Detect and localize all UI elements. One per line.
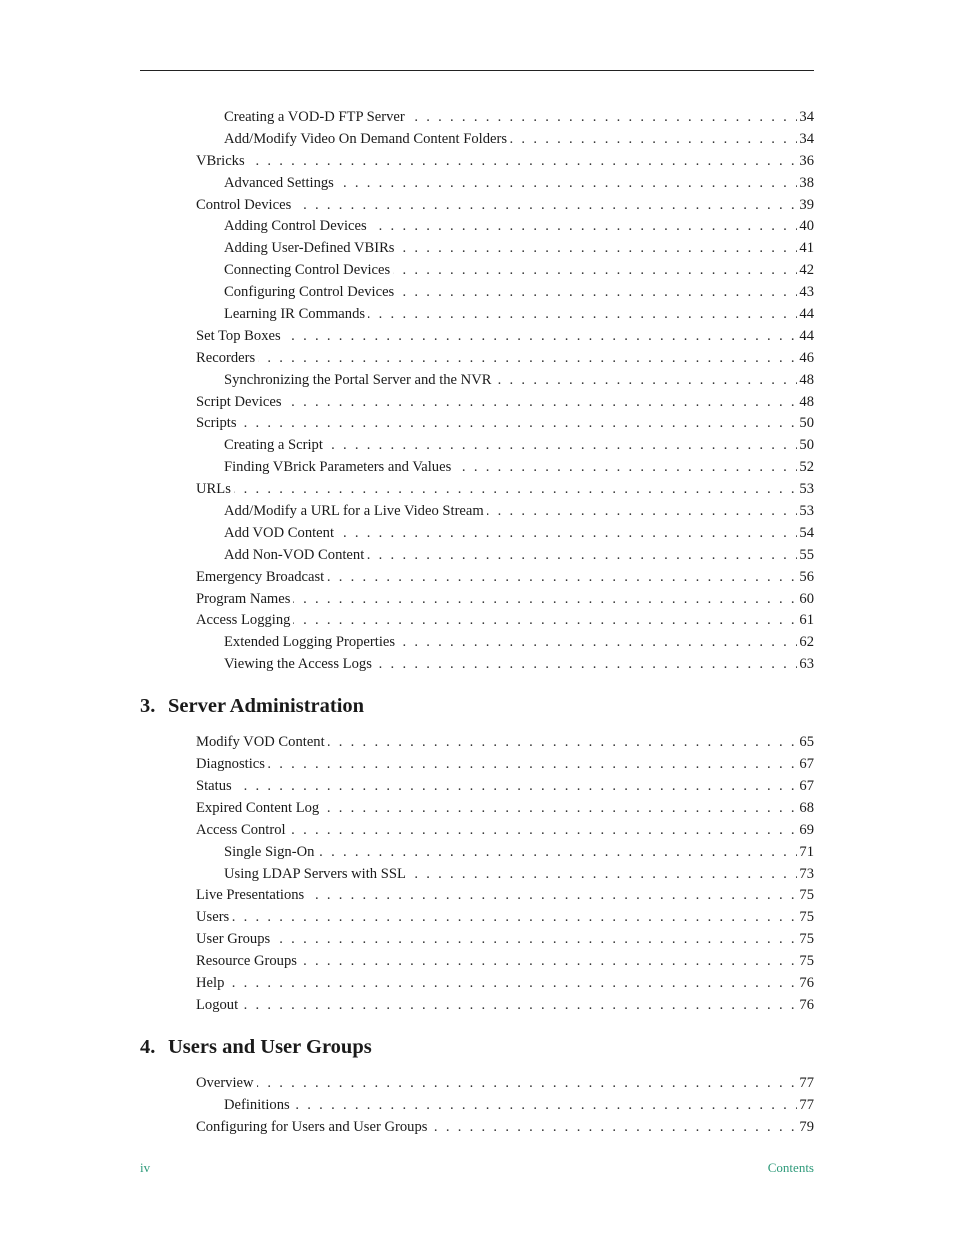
toc-entry-title: Emergency Broadcast xyxy=(196,569,327,585)
toc-entry[interactable] xyxy=(196,1073,814,1095)
toc-entry[interactable] xyxy=(196,973,814,995)
toc-entry[interactable] xyxy=(196,479,814,501)
toc-entry-title: Add Non-VOD Content xyxy=(224,547,367,563)
toc-entry-page: 50 xyxy=(797,435,814,457)
chapter-heading[interactable] xyxy=(140,690,814,722)
toc-entry[interactable] xyxy=(196,798,814,820)
toc-entry[interactable] xyxy=(224,654,814,676)
toc-entry[interactable] xyxy=(224,238,814,260)
toc-entry[interactable] xyxy=(196,929,814,951)
toc-entry-page: 54 xyxy=(797,523,814,545)
toc-entry-page: 41 xyxy=(797,238,814,260)
toc-entry[interactable] xyxy=(196,820,814,842)
footer-section-name: Contents xyxy=(767,1160,814,1175)
toc-entry[interactable] xyxy=(224,129,814,151)
toc-entry-title: Add/Modify a URL for a Live Video Stream xyxy=(224,503,487,519)
toc-entry-title: Modify VOD Content xyxy=(196,734,328,750)
footer-page-number: iv xyxy=(140,1160,151,1175)
toc-entry[interactable] xyxy=(224,523,814,545)
toc-entry[interactable] xyxy=(196,907,814,929)
toc-entry[interactable] xyxy=(224,260,814,282)
toc-entry-page: 75 xyxy=(797,929,814,951)
toc-entry[interactable] xyxy=(196,326,814,348)
toc-entry[interactable] xyxy=(224,842,814,864)
toc-entry-title: Live Presentations xyxy=(196,887,307,903)
toc-entry-page: 65 xyxy=(797,732,814,754)
toc-entry-title: Creating a VOD-D FTP Server xyxy=(224,109,408,125)
toc-entry-page: 76 xyxy=(797,973,814,995)
toc-entry[interactable] xyxy=(196,567,814,589)
toc-entry[interactable] xyxy=(196,392,814,414)
chapter-number: 4. xyxy=(140,1035,156,1058)
toc-entry-title: Diagnostics xyxy=(196,756,268,772)
toc-entry-page: 40 xyxy=(797,216,814,238)
toc-entry[interactable] xyxy=(224,457,814,479)
toc-entry[interactable] xyxy=(224,282,814,304)
toc-entry-title: Single Sign-On xyxy=(224,844,317,860)
toc-entry-title: Synchronizing the Portal Server and the NVR xyxy=(224,372,495,388)
toc-entry-title: Learning IR Commands xyxy=(224,306,368,322)
toc-entry-page: 75 xyxy=(797,951,814,973)
toc-entry-title: Program Names xyxy=(196,591,293,607)
toc-entry[interactable] xyxy=(196,151,814,173)
toc-entry-title: Creating a Script xyxy=(224,437,326,453)
toc-entry-title: Finding VBrick Parameters and Values xyxy=(224,459,454,475)
toc-entry[interactable] xyxy=(224,545,814,567)
toc-entry-title: Users xyxy=(196,909,232,925)
toc-entry-page: 76 xyxy=(797,995,814,1017)
toc-entry[interactable] xyxy=(224,107,814,129)
toc-entry-title: Status xyxy=(196,778,235,794)
toc-entry-page: 36 xyxy=(797,151,814,173)
toc-entry-page: 67 xyxy=(797,776,814,798)
toc-entry-title: Advanced Settings xyxy=(224,175,337,191)
toc-entry[interactable] xyxy=(196,951,814,973)
toc-entry-page: 34 xyxy=(797,107,814,129)
toc-entry-page: 62 xyxy=(797,632,814,654)
toc-entry-page: 39 xyxy=(797,195,814,217)
toc-entry-page: 46 xyxy=(797,348,814,370)
toc-entry-title: Using LDAP Servers with SSL xyxy=(224,866,409,882)
toc-entry-title: Adding Control Devices xyxy=(224,218,370,234)
toc-entry-page: 44 xyxy=(797,326,814,348)
toc-entry[interactable] xyxy=(224,370,814,392)
toc-entry-title: Scripts xyxy=(196,415,240,431)
toc-entry-page: 75 xyxy=(797,885,814,907)
toc-entry-page: 77 xyxy=(797,1095,814,1117)
toc-entry-title: VBricks xyxy=(196,153,248,169)
toc-entry-title: Logout xyxy=(196,997,241,1013)
toc-entry[interactable] xyxy=(224,435,814,457)
toc-entry-page: 53 xyxy=(797,479,814,501)
header-rule xyxy=(140,70,814,71)
toc-entry-title: Adding User-Defined VBIRs xyxy=(224,240,398,256)
toc-entry-page: 75 xyxy=(797,907,814,929)
toc-entry-page: 48 xyxy=(797,392,814,414)
toc-entry-title: Extended Logging Properties xyxy=(224,634,398,650)
toc-entry-title: Add VOD Content xyxy=(224,525,337,541)
chapter-title: Users and User Groups xyxy=(168,1035,372,1058)
toc-entry-page: 53 xyxy=(797,501,814,523)
toc-entry-page: 48 xyxy=(797,370,814,392)
toc-entry-page: 63 xyxy=(797,654,814,676)
toc-entry[interactable] xyxy=(224,501,814,523)
toc-entry-page: 38 xyxy=(797,173,814,195)
toc-entry[interactable] xyxy=(196,995,814,1017)
toc-entry-title: Script Devices xyxy=(196,394,285,410)
toc-entry-page: 79 xyxy=(797,1117,814,1139)
toc-entry-page: 56 xyxy=(797,567,814,589)
toc-entry[interactable] xyxy=(196,1117,814,1139)
toc-entry-title: Expired Content Log xyxy=(196,800,322,816)
toc-entry[interactable] xyxy=(224,304,814,326)
chapter-title: Server Administration xyxy=(168,695,365,718)
toc-entry[interactable] xyxy=(196,589,814,611)
toc-entry[interactable] xyxy=(196,413,814,435)
toc-entry[interactable] xyxy=(224,216,814,238)
toc-entry-page: 67 xyxy=(797,754,814,776)
table-of-contents xyxy=(140,107,814,1138)
toc-entry-page: 61 xyxy=(797,610,814,632)
toc-entry-page: 55 xyxy=(797,545,814,567)
toc-entry-page: 43 xyxy=(797,282,814,304)
toc-entry-page: 60 xyxy=(797,589,814,611)
toc-entry[interactable] xyxy=(196,885,814,907)
toc-entry-page: 52 xyxy=(797,457,814,479)
chapter-number: 3. xyxy=(140,695,156,718)
toc-entry-page: 73 xyxy=(797,864,814,886)
toc-entry-page: 44 xyxy=(797,304,814,326)
toc-entry-page: 77 xyxy=(797,1073,814,1095)
toc-entry-page: 71 xyxy=(797,842,814,864)
toc-entry-title: URLs xyxy=(196,481,234,497)
toc-entry[interactable] xyxy=(196,732,814,754)
toc-entry[interactable] xyxy=(224,864,814,886)
toc-entry-title: Resource Groups xyxy=(196,953,300,969)
toc-entry-title: Overview xyxy=(196,1075,257,1091)
toc-entry-page: 69 xyxy=(797,820,814,842)
toc-entry-title: Control Devices xyxy=(196,197,294,213)
toc-entry-title: Definitions xyxy=(224,1097,293,1113)
toc-entry-page: 68 xyxy=(797,798,814,820)
toc-entry-title: Access Logging xyxy=(196,612,293,628)
chapter-heading[interactable] xyxy=(140,1031,814,1063)
toc-entry[interactable] xyxy=(196,776,814,798)
toc-entry-title: Help xyxy=(196,975,227,991)
toc-entry-title: Configuring for Users and User Groups xyxy=(196,1119,430,1135)
toc-entry-title: Configuring Control Devices xyxy=(224,284,397,300)
toc-entry-title: Set Top Boxes xyxy=(196,328,284,344)
toc-entry-page: 34 xyxy=(797,129,814,151)
toc-entry-title: Recorders xyxy=(196,350,258,366)
toc-entry-title: User Groups xyxy=(196,931,273,947)
toc-entry[interactable] xyxy=(224,173,814,195)
toc-entry[interactable] xyxy=(224,1095,814,1117)
toc-entry[interactable] xyxy=(224,632,814,654)
toc-entry[interactable] xyxy=(196,754,814,776)
toc-entry-title: Access Control xyxy=(196,822,289,838)
toc-entry-title: Connecting Control Devices xyxy=(224,262,393,278)
toc-entry-title: Viewing the Access Logs xyxy=(224,656,375,672)
toc-entry-title: Add/Modify Video On Demand Content Folders xyxy=(224,131,510,147)
toc-entry[interactable] xyxy=(196,348,814,370)
toc-entry-page: 42 xyxy=(797,260,814,282)
toc-entry[interactable] xyxy=(196,195,814,217)
toc-entry[interactable] xyxy=(196,610,814,632)
toc-entry-page: 50 xyxy=(797,413,814,435)
